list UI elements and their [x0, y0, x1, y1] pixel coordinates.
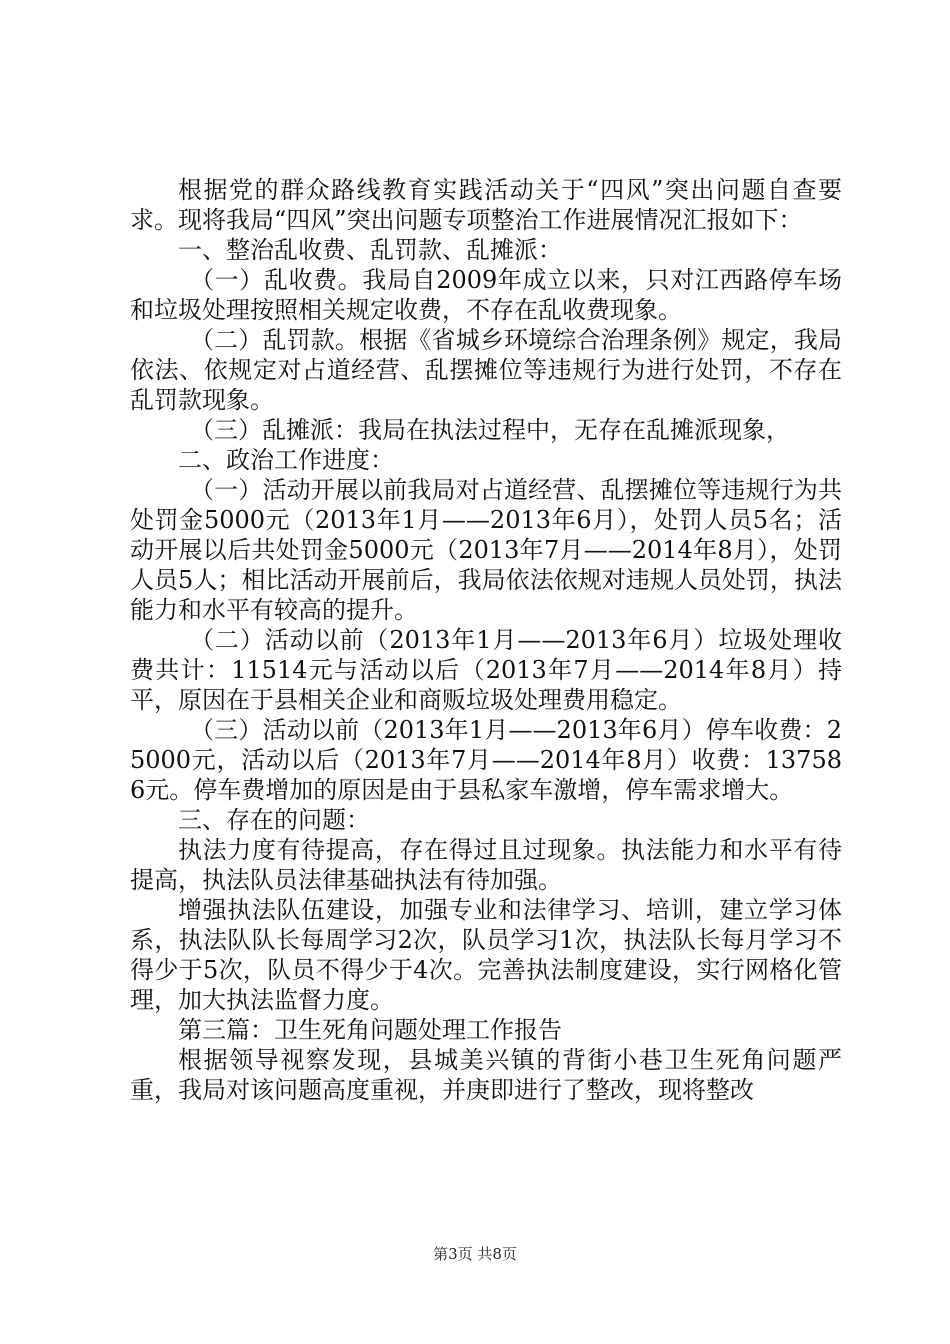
- section-heading-2: 二、政治工作进度：: [178, 446, 394, 474]
- paragraph-fees: （一）乱收费。我局自2009年成立以来，只对江西路停车场和垃圾处理按照相关规定收费，不存在乱收费现象。: [130, 266, 842, 324]
- paragraph-measures: 增强执法队伍建设，加强专业和法律学习、培训，建立学习体系，执法队队长每周学习2次，队员学习1次，执法队长每月学习不得少于5次，队员不得少于4次。完善执法制度建设，实行网格化管理，加大执法监督力度。: [130, 896, 842, 1014]
- paragraph-problems: 执法力度有待提高，存在得过且过现象。执法能力和水平有待提高，执法队员法律基础执法有待加强。: [130, 836, 842, 894]
- paragraph-intro: 根据党的群众路线教育实践活动关于“四风”突出问题自查要求。现将我局“四风”突出问题专项整治工作进展情况汇报如下：: [130, 176, 842, 234]
- document-body: [130, 175, 842, 1105]
- chapter-heading-3: 第三篇：卫生死角问题处理工作报告: [178, 1016, 562, 1044]
- paragraph-sanitation: 根据领导视察发现，县城美兴镇的背街小巷卫生死角问题严重，我局对该问题高度重视，并庚即进行了整改，现将整改: [130, 1046, 842, 1104]
- paragraph-fines: （二）乱罚款。根据《省城乡环境综合治理条例》规定，我局依法、依规定对占道经营、乱摆摊位等违规行为进行处罚，不存在乱罚款现象。: [130, 326, 842, 414]
- section-heading-3: 三、存在的问题：: [178, 806, 370, 834]
- paragraph-levies: （三）乱摊派：我局在执法过程中，无存在乱摊派现象，: [190, 416, 790, 444]
- paragraph-progress-fines: （一）活动开展以前我局对占道经营、乱摆摊位等违规行为共处罚金5000元（2013年1月——2013年6月），处罚人员5名；活动开展以后共处罚金5000元（2013年7月——2014年8月），处罚人员5人；相比活动开展前后，我局依法依规对违规人员处罚，执法能力和水平有较高的提升。: [130, 476, 842, 624]
- paragraph-progress-parking: （三）活动以前（2013年1月——2013年6月）停车收费：25000元，活动以后（2013年7月——2014年8月）收费：137586元。停车费增加的原因是由于县私家车激增，停车需求增大。: [130, 716, 842, 804]
- section-heading-1: 一、整治乱收费、乱罚款、乱摊派：: [178, 236, 562, 264]
- paragraph-progress-garbage: （二）活动以前（2013年1月——2013年6月）垃圾处理收费共计：11514元与活动以后（2013年7月——2014年8月）持平，原因在于县相关企业和商贩垃圾处理费用稳定。: [130, 626, 842, 714]
- page-number-footer: 第3页 共8页: [433, 1245, 517, 1263]
